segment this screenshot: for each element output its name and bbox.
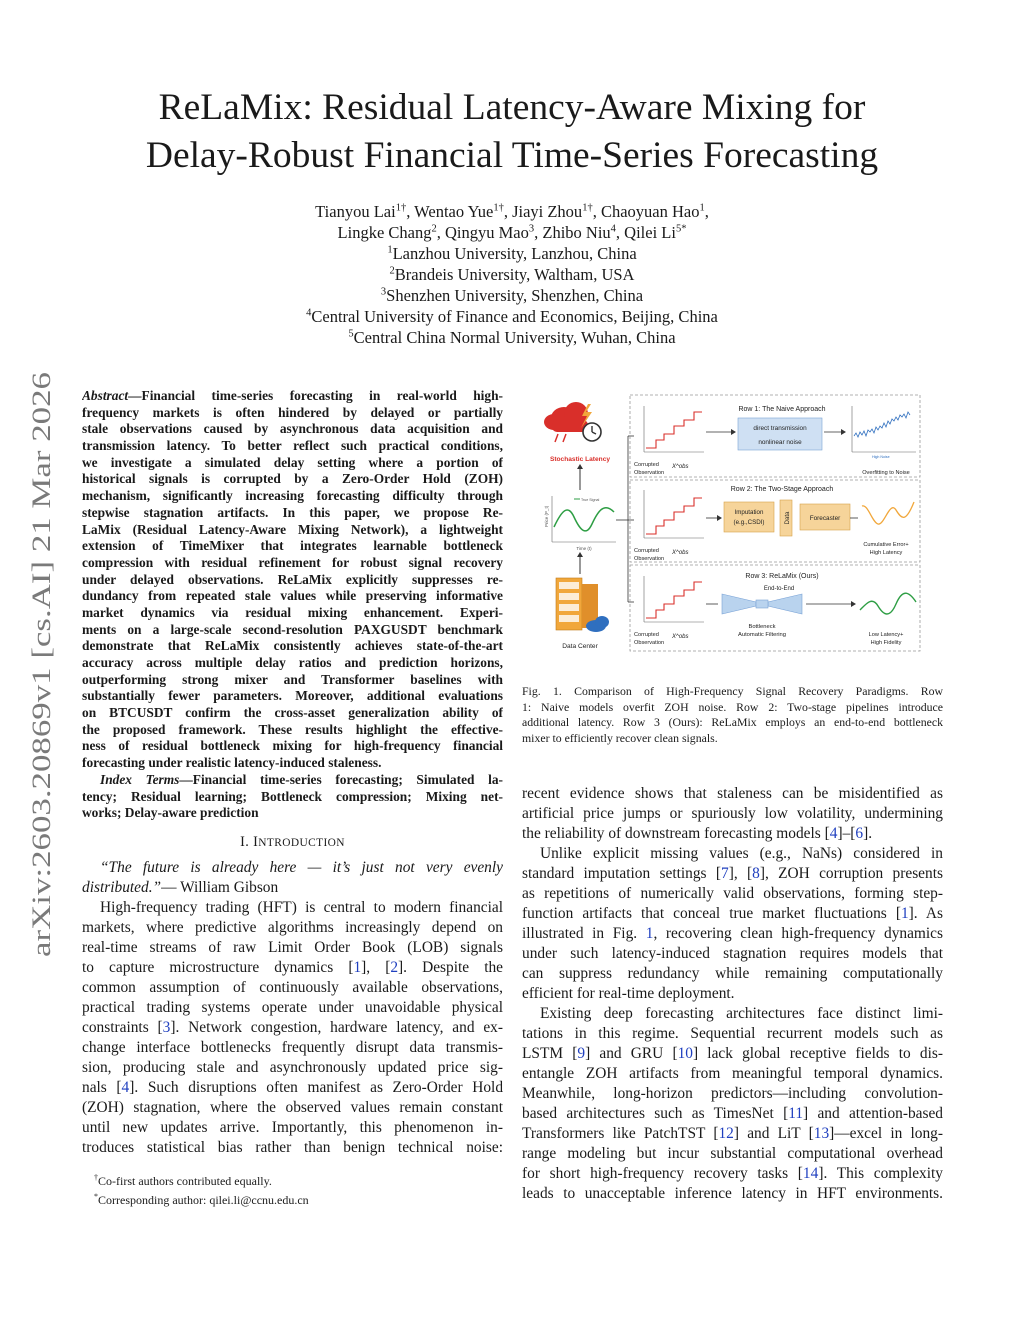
body-line: as repetitions of numerically valid observations, forming step- [522, 885, 943, 902]
author-name: Chaoyuan Hao [600, 202, 700, 221]
epigraph-author: — William Gibson [161, 879, 279, 896]
row-1-output-plot [852, 406, 916, 452]
affiliation-text: Brandeis University, Waltham, USA [394, 265, 635, 284]
author-name: Tianyou Lai [315, 202, 396, 221]
affiliation-mark: 4 [306, 307, 312, 319]
body-line: for short high-frequency recovery tasks [14]. This complexity [522, 1165, 943, 1182]
citation-link: 4 [121, 1079, 130, 1096]
index-terms-line: tency; Residual learning; Bottleneck compression; Mixing net- [82, 788, 503, 804]
epigraph-line [82, 858, 503, 878]
true-signal-legend: True Signal [581, 498, 600, 502]
index-terms-label: Index Terms [100, 771, 180, 787]
affiliation-mark: 1 [387, 244, 393, 256]
affiliation [0, 285, 1024, 306]
body-line: entangle ZOH artifacts from meaningful temporal dynamics. [522, 1065, 943, 1082]
price-axis-label: Price (P_t) [544, 505, 549, 527]
title-line-2: Delay-Robust Financial Time-Series Forecasting [145, 135, 879, 176]
body-line: Unlike explicit missing values (e.g., NaNs) considered in [540, 845, 943, 862]
body-line: (ZOH) stagnation, where the observed values remain constant [82, 1099, 503, 1116]
abstract-line: extension of TimeMixer that integrates learnable bottleneck [82, 538, 503, 554]
high-noise-legend: High Noise [872, 455, 890, 459]
data-center-label: Data Center [562, 643, 598, 650]
affiliation [0, 306, 1024, 327]
body-line: constraints [3]. Network congestion, hardware latency, and ex- [82, 1019, 503, 1036]
forecaster-label: Forecaster [809, 515, 841, 522]
abstract-line: compression with residual refinement for robust signal recovery [82, 554, 503, 570]
abstract-line: forecasting under realistic latency-induced staleness. [82, 755, 382, 771]
author-mark: 2 [431, 223, 437, 235]
abstract-line: dundancy from repeated stale values while preserving informative [82, 588, 503, 604]
author-mark: 1† [582, 202, 593, 214]
title-line-1: ReLaMix: Residual Latency-Aware Mixing for [158, 87, 866, 128]
body-line: illustrated in Fig. 1, recovering clean high-frequency dynamics [522, 925, 943, 942]
author-line: Tianyou Lai$^{1\dagger}$, Wentao Yue$^{1\dagger}$, Jiayi Zhou$^{1\dagger}$, Chaoyuan Hao$^1$, [315, 202, 709, 221]
abstract-line: stepwise stagnation artifacts. In this paper, we propose Re- [82, 504, 503, 520]
arxiv-identifier: arXiv:2603.20869v1 [cs.AI] 21 Mar 2026 [26, 512, 56, 957]
row-2-title: Row 2: The Two-Stage Approach [730, 486, 834, 493]
body-line: sion, producing stale and asynchronously updated price sig- [82, 1059, 503, 1076]
body-line: to capture microstructure dynamics [1], [2]. Despite the [82, 959, 503, 976]
citation-link: 12 [718, 1125, 734, 1142]
affiliation [0, 243, 1024, 264]
abstract-line: ness of residual bottleneck mixing for high-frequency financial [82, 738, 503, 754]
author-name: Lingke Chang [337, 223, 432, 242]
citation-link: 14 [802, 1165, 819, 1182]
body-line: based architectures such as TimesNet [11] and attention-based [522, 1105, 943, 1122]
row-2-output-plot [862, 502, 914, 524]
body-line: change interface bottlenecks frequently disrupt data transmis- [82, 1039, 503, 1056]
row-3-input-plot [644, 576, 704, 622]
affiliation-text: Shenzhen University, Shenzhen, China [386, 286, 644, 305]
server-icon [556, 578, 609, 632]
true-signal-plot [544, 496, 616, 551]
bottleneck-label: Bottleneck [748, 624, 776, 630]
citation-link: 11 [788, 1105, 804, 1122]
left-column-body [82, 858, 503, 1158]
direct-transmission-label: direct transmission [753, 425, 807, 432]
row-3-observation-label: Observation [634, 640, 665, 646]
stochastic-latency-label: Stochastic Latency [549, 456, 611, 463]
row-3-xobs-label: X^obs [672, 634, 689, 640]
caption-line: Fig. 1. Comparison of High-Frequency Signal Recovery Paradigms. Row [522, 684, 943, 698]
body-line: real-time streams of raw Limit Order Book (LOB) signals [82, 939, 503, 956]
author-name: Jiayi Zhou [512, 202, 583, 221]
affiliation-list [0, 243, 1024, 348]
cumulative-error-label: Cumulative Error+ [863, 542, 909, 548]
author-line: Lingke Chang$^2$, Qingyu Mao$^3$, Zhibo Niu$^4$, Qilei $Li^{5*}$ [337, 223, 687, 242]
imputation-label: Imputation [734, 509, 764, 516]
data-label: Data [785, 511, 791, 525]
citation-link: 1 [900, 905, 909, 922]
citation-link: 1 [353, 959, 362, 976]
citation-link: 13 [813, 1125, 830, 1142]
affiliation-text: Central China Normal University, Wuhan, China [353, 328, 676, 347]
high-latency-label: High Latency [869, 550, 903, 556]
abstract-line: we investigate a simulated delay setting where a portion of [82, 454, 503, 470]
body-line: range modeling but incur substantial computational overhead [522, 1145, 943, 1162]
citation-link: 7 [720, 865, 729, 882]
body-line: common assumption of continuously available observations, [82, 979, 503, 996]
row-1-input-plot [644, 406, 704, 452]
epigraph-text: distributed.” [82, 879, 162, 896]
body-line: tations in this regime. Sequential recurrent models such as [522, 1025, 943, 1042]
row-2-corrupted-label: Corrupted [634, 548, 659, 554]
footnote-text: Corresponding author: qilei.li@ccnu.edu.cn [98, 1193, 309, 1207]
imputation-box [724, 502, 774, 532]
decoder-shape [768, 594, 802, 614]
body-line: artificial price jumps or spuriously low volatility, undermining [522, 805, 943, 822]
affiliation-mark: 5 [348, 328, 354, 340]
body-line: markets, where predictive algorithms increasingly depend on [82, 919, 503, 936]
body-line: nals [4]. Such disruptions often manifest as Zero-Order Hold [82, 1079, 503, 1096]
encoder-shape [722, 594, 756, 614]
row-3-output-plot [860, 593, 916, 614]
abstract-line: on BTCUSDT confirm the cross-asset generalization ability of [82, 705, 503, 721]
affiliation-text: Central University of Finance and Economics, Beijing, China [311, 307, 718, 326]
author-mark: 1† [395, 202, 407, 214]
row-3-title: Row 3: ReLaMix (Ours) [745, 573, 819, 580]
index-terms-line: Index Terms—Financial time-series forecasting; Simulated la- [100, 771, 503, 787]
body-line: function artifacts that conceal true market fluctuations [1]. As [522, 905, 943, 922]
abstract-line: historical signals is corrupted by a Zero-Order Hold (ZOH) [82, 471, 503, 487]
footnote-mark: * [94, 1192, 98, 1201]
row-3-corrupted-label: Corrupted [634, 632, 659, 638]
citation-link: 3 [162, 1019, 171, 1036]
body-line: practical trading systems operate under unavoidable physical [82, 999, 503, 1016]
footnote-mark: † [94, 1173, 98, 1182]
footnote [82, 1189, 503, 1208]
row-2-xobs-label: X^obs [672, 550, 689, 556]
abstract-line: substantially fewer parameters. Moreover, additional evaluations [82, 688, 503, 704]
abstract-line: outperforming strong mixer and Transformer baselines with [82, 671, 503, 687]
arxiv-side-stamp [26, 372, 56, 957]
row-2-observation-label: Observation [634, 556, 665, 562]
low-latency-label: Low Latency+ [868, 632, 904, 638]
index-terms-line: works; Delay-aware prediction [82, 805, 259, 821]
affiliation-mark: 2 [389, 265, 395, 277]
abstract-line: demonstrate that ReLaMix consistently achieves state-of-the-art [82, 638, 503, 654]
automatic-filtering-label: Automatic Filtering [737, 632, 787, 638]
caption-line: 1: Naive models overfit ZOH noise. Row 2: Two-stage pipelines introduce [522, 699, 943, 714]
abstract-line: stale observations caused by asynchronous data acquisition and [82, 421, 503, 437]
body-line: Meanwhile, long-horizon predictors—including convolution- [522, 1085, 943, 1102]
paper-title [0, 84, 1024, 180]
figure-1 [524, 392, 924, 654]
author-name: Qingyu Mao [445, 223, 529, 242]
row-1-corrupted-label: Corrupted [634, 462, 659, 468]
body-line: can suppress redundancy while remaining computationally [522, 965, 943, 982]
abstract-line: market dynamics via residual mixing enhancement. Experi- [82, 604, 503, 620]
affiliation-text: Lanzhou University, Lanzhou, China [392, 244, 637, 263]
nonlinear-noise-label: nonlinear noise [758, 439, 802, 446]
body-line: Existing deep forecasting architectures face distinct limi- [540, 1005, 943, 1022]
citation-link: 10 [677, 1045, 693, 1062]
body-line: under such latency-induced stagnation requires models that [522, 945, 943, 962]
affiliation-mark: 3 [380, 286, 387, 298]
author-mark: 4 [610, 223, 616, 235]
overfitting-label: Overfitting to Noise [862, 470, 910, 476]
citation-link: 4 [829, 825, 838, 842]
row-1-xobs-label: X^obs [672, 464, 689, 470]
body-line: recent evidence shows that staleness can be misidentified as [522, 785, 943, 802]
body-line: LSTM [9] and GRU [10] lack global receptive fields to dis- [522, 1045, 943, 1062]
author-mark: 5* [675, 223, 687, 235]
body-line: leads to unacceptable inference latency in HFT environments. [522, 1185, 943, 1202]
affiliation [0, 264, 1024, 285]
author-mark: 3 [528, 223, 535, 235]
author-mark: 1† [493, 202, 504, 214]
abstract-line: transmission latency. To better reflect such practical conditions, [82, 438, 503, 454]
footnote-text: Co-first authors contributed equally. [98, 1174, 272, 1188]
abstract-line: LaMix (Residual Latency-Aware Mixing Network), a lightweight [82, 521, 503, 537]
abstract-line: under delayed observations. ReLaMix explicitly suppresses re- [82, 571, 503, 587]
body-line: efficient for real-time deployment. [522, 985, 735, 1002]
abstract-line: Abstract—Financial time-series forecasting in real-world high- [82, 388, 503, 403]
abstract-line: the proposed framework. These results highlight the effective- [82, 721, 503, 737]
footnotes [82, 1170, 503, 1208]
citation-link: 6 [855, 825, 864, 842]
abstract [82, 388, 503, 822]
caption-line: mixer to efficiently recover clean signals. [522, 730, 718, 745]
body-line: High-frequency trading (HFT) is central to modern financial [100, 899, 503, 916]
body-line: Transformers like PatchTST [12] and LiT [13]—excel in long- [522, 1125, 943, 1142]
citation-link: 2 [390, 959, 399, 976]
author-block [0, 201, 1024, 348]
citation-link: 1 [645, 925, 654, 942]
row-2-input-plot [644, 490, 704, 538]
right-column-body [522, 784, 943, 1204]
citation-link: 9 [577, 1045, 586, 1062]
epigraph-line [82, 878, 503, 898]
abstract-line: ments on a large-scale second-resolution PAXGUSDT benchmark [82, 621, 503, 637]
caption-line: additional latency. Row 3 (Ours): ReLaMix employs an end-to-end bottleneck [522, 715, 943, 729]
author-mark: 1 [699, 202, 705, 214]
body-line: until new updates arrive. Importantly, this phenomenon in- [82, 1119, 503, 1136]
figure-caption [522, 684, 943, 746]
time-axis-label: Time (t) [576, 546, 592, 551]
abstract-line: accuracy across multiple delay ratios and prediction horizons, [82, 655, 503, 670]
footnote [82, 1170, 503, 1189]
high-fidelity-label: High Fidelity [870, 640, 902, 646]
csdi-label: (e.g.,CSDI) [733, 519, 765, 526]
end-to-end-label: End-to-End [763, 586, 795, 592]
epigraph-text: “The future is already here — it’s just not very evenly [100, 859, 503, 876]
body-line: the reliability of downstream forecasting models [4]–[6]. [522, 825, 873, 842]
citation-link: 8 [752, 865, 760, 882]
body-line: standard imputation settings [7], [8], ZOH corruption presents [522, 865, 943, 882]
row-1-observation-label: Observation [634, 470, 665, 476]
abstract-label: Abstract [82, 388, 129, 403]
abstract-line: frequency markets is often hindered by delayed or partially [82, 404, 503, 420]
body-line: troduces statistical bias rather than benign technical noise: [82, 1139, 503, 1156]
row-1-title: Row 1: The Naive Approach [738, 406, 826, 413]
abstract-line: mechanism, significantly increasing forecasting difficulty through [82, 488, 503, 504]
clock-icon [583, 423, 601, 441]
affiliation [0, 327, 1024, 348]
section-heading-introduction: I. INTRODUCTION [240, 834, 345, 850]
author-name: Wentao Yue [414, 202, 494, 221]
author-name: Zhibo Niu [542, 223, 611, 242]
author-name: Qilei Li [624, 223, 676, 242]
